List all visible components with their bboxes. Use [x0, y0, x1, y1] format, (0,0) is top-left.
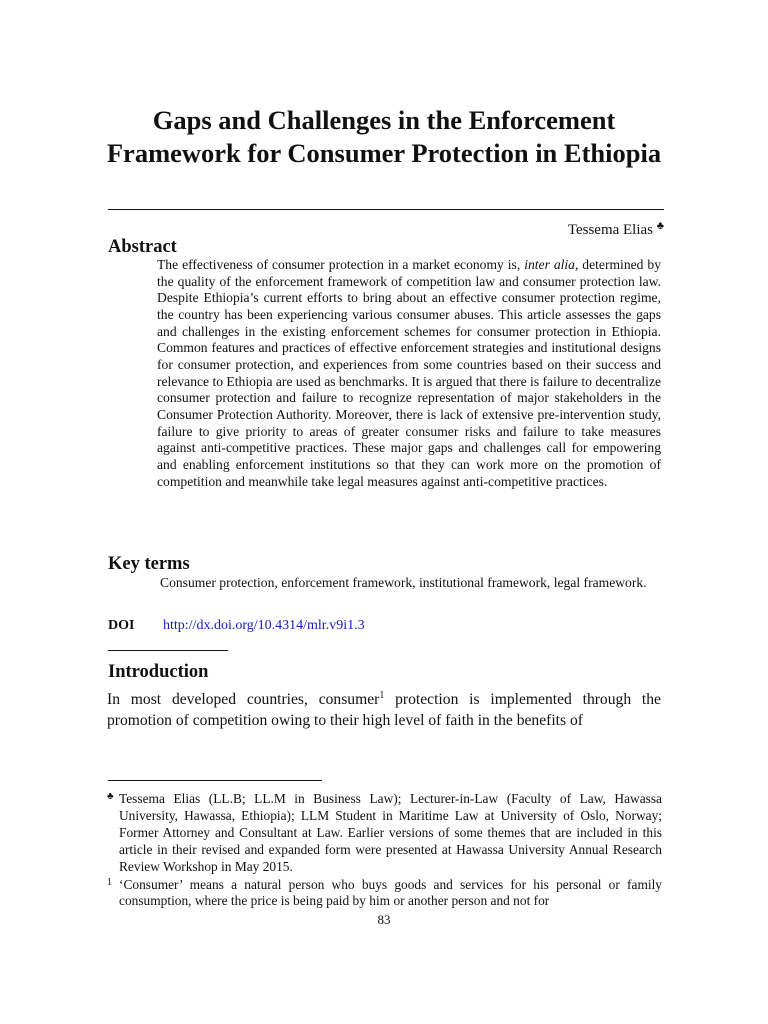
abstract-text [157, 257, 661, 490]
introduction-text-part-2: protection is implemented through the promotion of competition owing to their high level of faith in the benefits of [107, 691, 661, 729]
footnote-text: Tessema Elias (LL.B; LL.M in Business Law); Lecturer-in-Law (Faculty of Law, Hawassa University, Hawassa, Ethiopia); LLM Student in Maritime Law at University of Oslo, Norway; Former Attorney and Consultant at Law. Earlier versions of some themes that are included in this article in their revised and expanded form were presented at Hawassa University Annual Research Review Workshop in May 2015. [119, 791, 662, 874]
key-terms-text: Consumer protection, enforcement framework, institutional framework, legal framework. [160, 575, 647, 590]
footnote-1 [107, 877, 662, 911]
abstract-italic-phrase: inter alia [524, 257, 575, 272]
introduction-text-part-1: In most developed countries, consumer [107, 691, 380, 708]
title-divider [108, 209, 664, 210]
footnotes [107, 791, 662, 910]
doi-label: DOI [108, 618, 135, 633]
footnote-text: ‘Consumer’ means a natural person who buys goods and services for his personal or family consumption, where the price is being paid by him or another person and not for [119, 876, 662, 909]
footnote-mark: ♣ [107, 791, 114, 802]
introduction-text [107, 690, 661, 731]
key-terms-heading: Key terms [108, 554, 190, 574]
abstract-heading: Abstract [108, 237, 177, 257]
author-line [568, 216, 664, 240]
article-title: Gaps and Challenges in the Enforcement Framework for Consumer Protection in Ethiopia [106, 105, 662, 168]
page-number: 83 [377, 912, 391, 927]
author-footnote-mark: ♣ [656, 220, 664, 232]
doi-row [108, 617, 365, 635]
abstract-text-part-2: , determined by the quality of the enforcement framework of competition law and consumer protection law. Despite Ethiopia’s current efforts to bring about an effective consumer protection regime, the country has been experiencing various consumer abuses. This article assesses the gaps and challenges in the existing enforcement schemes for consumer protection in Ethiopia. Common features and practices of effective enforcement strategies and institutional designs for consumer protection, and experiences from some countries based on their success and relevance to Ethiopia are used as benchmarks. It is argued that there is failure to decentralize consumer protection and failure to recognize representation of major stakeholders in the Consumer Protection Authority. Moreover, there is lack of extensive pre-intervention study, failure to give priority to areas of greater consumer risks and failure to take measures against anti-competitive practices. These major gaps and challenges call for empowering and enabling enforcement institutions so that they can work more on the promotion of competition and meanwhile take legal measures against anti-competitive practices. [157, 257, 662, 489]
doi-link[interactable]: http://dx.doi.org/10.4314/mlr.v9i1.3 [163, 618, 365, 633]
abstract-text-part-1: The effectiveness of consumer protection in a market economy is, [157, 257, 525, 272]
section-divider [108, 650, 228, 651]
footnote-reference-1[interactable]: 1 [379, 690, 385, 701]
author-name: Tessema Elias [567, 222, 654, 238]
footnote-divider [108, 780, 322, 781]
footnote-author [107, 791, 662, 876]
footnote-mark: 1 [107, 876, 112, 888]
introduction-heading: Introduction [108, 662, 209, 682]
